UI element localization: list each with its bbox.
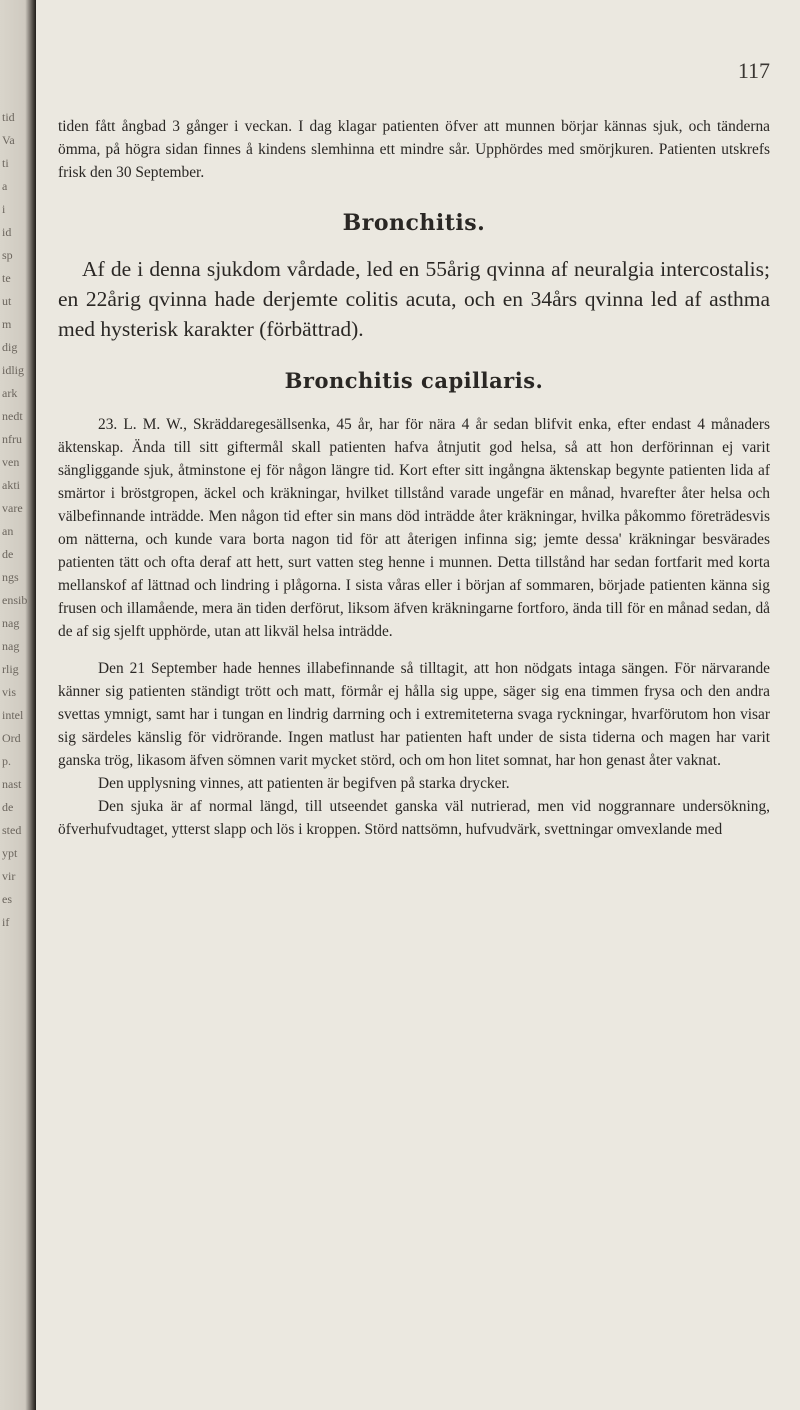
margin-fragment: nedt: [2, 409, 23, 423]
margin-fragment: ut: [2, 294, 12, 308]
margin-fragment: nag: [2, 639, 20, 653]
margin-fragment: nag: [2, 616, 20, 630]
margin-fragment: ti: [2, 156, 9, 170]
page-number: 117: [737, 58, 770, 83]
margin-fragment: nast: [2, 777, 22, 791]
margin-fragment: rlig: [2, 662, 19, 676]
margin-fragment: an: [2, 524, 14, 538]
margin-fragment: ark: [2, 386, 18, 400]
margin-fragment: tid: [2, 110, 15, 124]
margin-fragment: de: [2, 547, 14, 561]
margin-fragment: vir: [2, 869, 16, 883]
margin-fragment: vare: [2, 501, 23, 515]
case-paragraph-1: 23. L. M. W., Skräddaregesällsenka, 45 år, har för nära 4 år sedan blifvit enka, efter endast 4 månaders äktenskap. Ända till sitt giftermål skall patienten hafva åtnjutit god helsa, så att hon derförinnan ej varit sängliggande sjuk, åtminstone ej för någon längre tid. Kort efter sitt ingångna äktenskap begynte patienten lida af smärtor i bröstgropen, äckel och kräkningar, hvilket tillstånd varade ungefär en månad, hvarefter åter helsa och välbefinnande inträdde. Men någon tid efter sin mans död inträdde åter kräkningar, hvilka påkommo företrädesvis om nätterna, och kunde vara borta nagon tid för att återigen infinna sig; jemte dessa' kräkningar besvärades patienten tätt och ofta deraf att hett, surt vatten steg henne i munnen. Detta tillstånd har sedan fortfarit med korta mellanskof af lättnad och lindring i plågorna. I sista våras eller i början af sommaren, började patienten känna sig frusen och illamående, mera än tiden derförut, liksom äfven kräkningarne fortforo, ända till för en månad sedan, då de af sig sjelft upphörde, utan att likväl helsa inträdde.: [58, 416, 770, 640]
section-heading-bronchitis: Bronchitis.: [342, 210, 486, 236]
margin-fragment: idlig: [2, 363, 25, 377]
text-block: [58, 115, 770, 841]
margin-fragment: es: [2, 892, 12, 906]
margin-fragment: Va: [2, 133, 15, 147]
previous-page-bleed: [0, 0, 36, 1410]
margin-fragment: nfru: [2, 432, 22, 446]
margin-fragment: ensib: [2, 593, 28, 607]
margin-fragment: sp: [2, 248, 13, 262]
margin-fragment: a: [2, 179, 8, 193]
margin-fragment: p.: [2, 754, 11, 768]
intro-paragraph: tiden fått ångbad 3 gånger i veckan. I dag klagar patienten öfver att munnen börjar kännas sjuk, och tänderna ömma, på högra sidan finnes å kindens slemhinna ett mindre sår. Upphördes med smörjkuren. Patienten utskrefs frisk den 30 September.: [58, 118, 770, 181]
section-heading-bronchitis-capillaris: Bronchitis capillaris.: [284, 368, 544, 393]
margin-fragment: akti: [2, 478, 20, 492]
margin-fragment: if: [2, 915, 10, 929]
margin-fragment: ngs: [2, 570, 19, 584]
margin-fragment: de: [2, 800, 14, 814]
margin-fragment: ypt: [2, 846, 18, 860]
margin-fragment: id: [2, 225, 12, 239]
margin-fragment: te: [2, 271, 11, 285]
margin-fragment: ven: [2, 455, 20, 469]
case-paragraph-4: Den sjuka är af normal längd, till utseendet ganska väl nutrierad, men vid noggrannare undersökning, öfverhufvudtaget, ytterst slapp och lös i kroppen. Störd nattsömn, hufvudvärk, svettningar omvexlande med: [58, 798, 770, 838]
case-paragraph-3: Den upplysning vinnes, att patienten är begifven på starka drycker.: [98, 775, 510, 792]
margin-fragment: intel: [2, 708, 24, 722]
margin-fragment: dig: [2, 340, 18, 354]
bronchitis-paragraph: Af de i denna sjukdom vårdade, led en 55årig qvinna af neuralgia intercostalis; en 22årig qvinna hade derjemte colitis acuta, och en 34års qvinna led af asthma med hysterisk karakter (förbättrad).: [58, 257, 770, 341]
margin-fragment: Ord: [2, 731, 21, 745]
margin-fragment: sted: [2, 823, 22, 837]
margin-fragment: m: [2, 317, 12, 331]
case-paragraph-2: Den 21 September hade hennes illabefinnande så tilltagit, att hon nödgats intaga sängen. För närvarande känner sig patienten ständigt trött och matt, förmår ej hålla sig uppe, säger sig ena timmen frysa och den andra svettas ymnigt, samt har i tungan en lindrig darrning och i extremiteterna svaga ryckningar, hvarförutom hon visar sig särdeles känslig för vidrörande. Ingen matlust har patienten haft under de sista tiderna och magen har varit ganska trög, likasom äfven sömnen varit mycket störd, och om hon litet somnat, har hon genast åter vaknat.: [58, 660, 770, 769]
margin-fragment: vis: [2, 685, 17, 699]
margin-fragment: i: [2, 202, 6, 216]
